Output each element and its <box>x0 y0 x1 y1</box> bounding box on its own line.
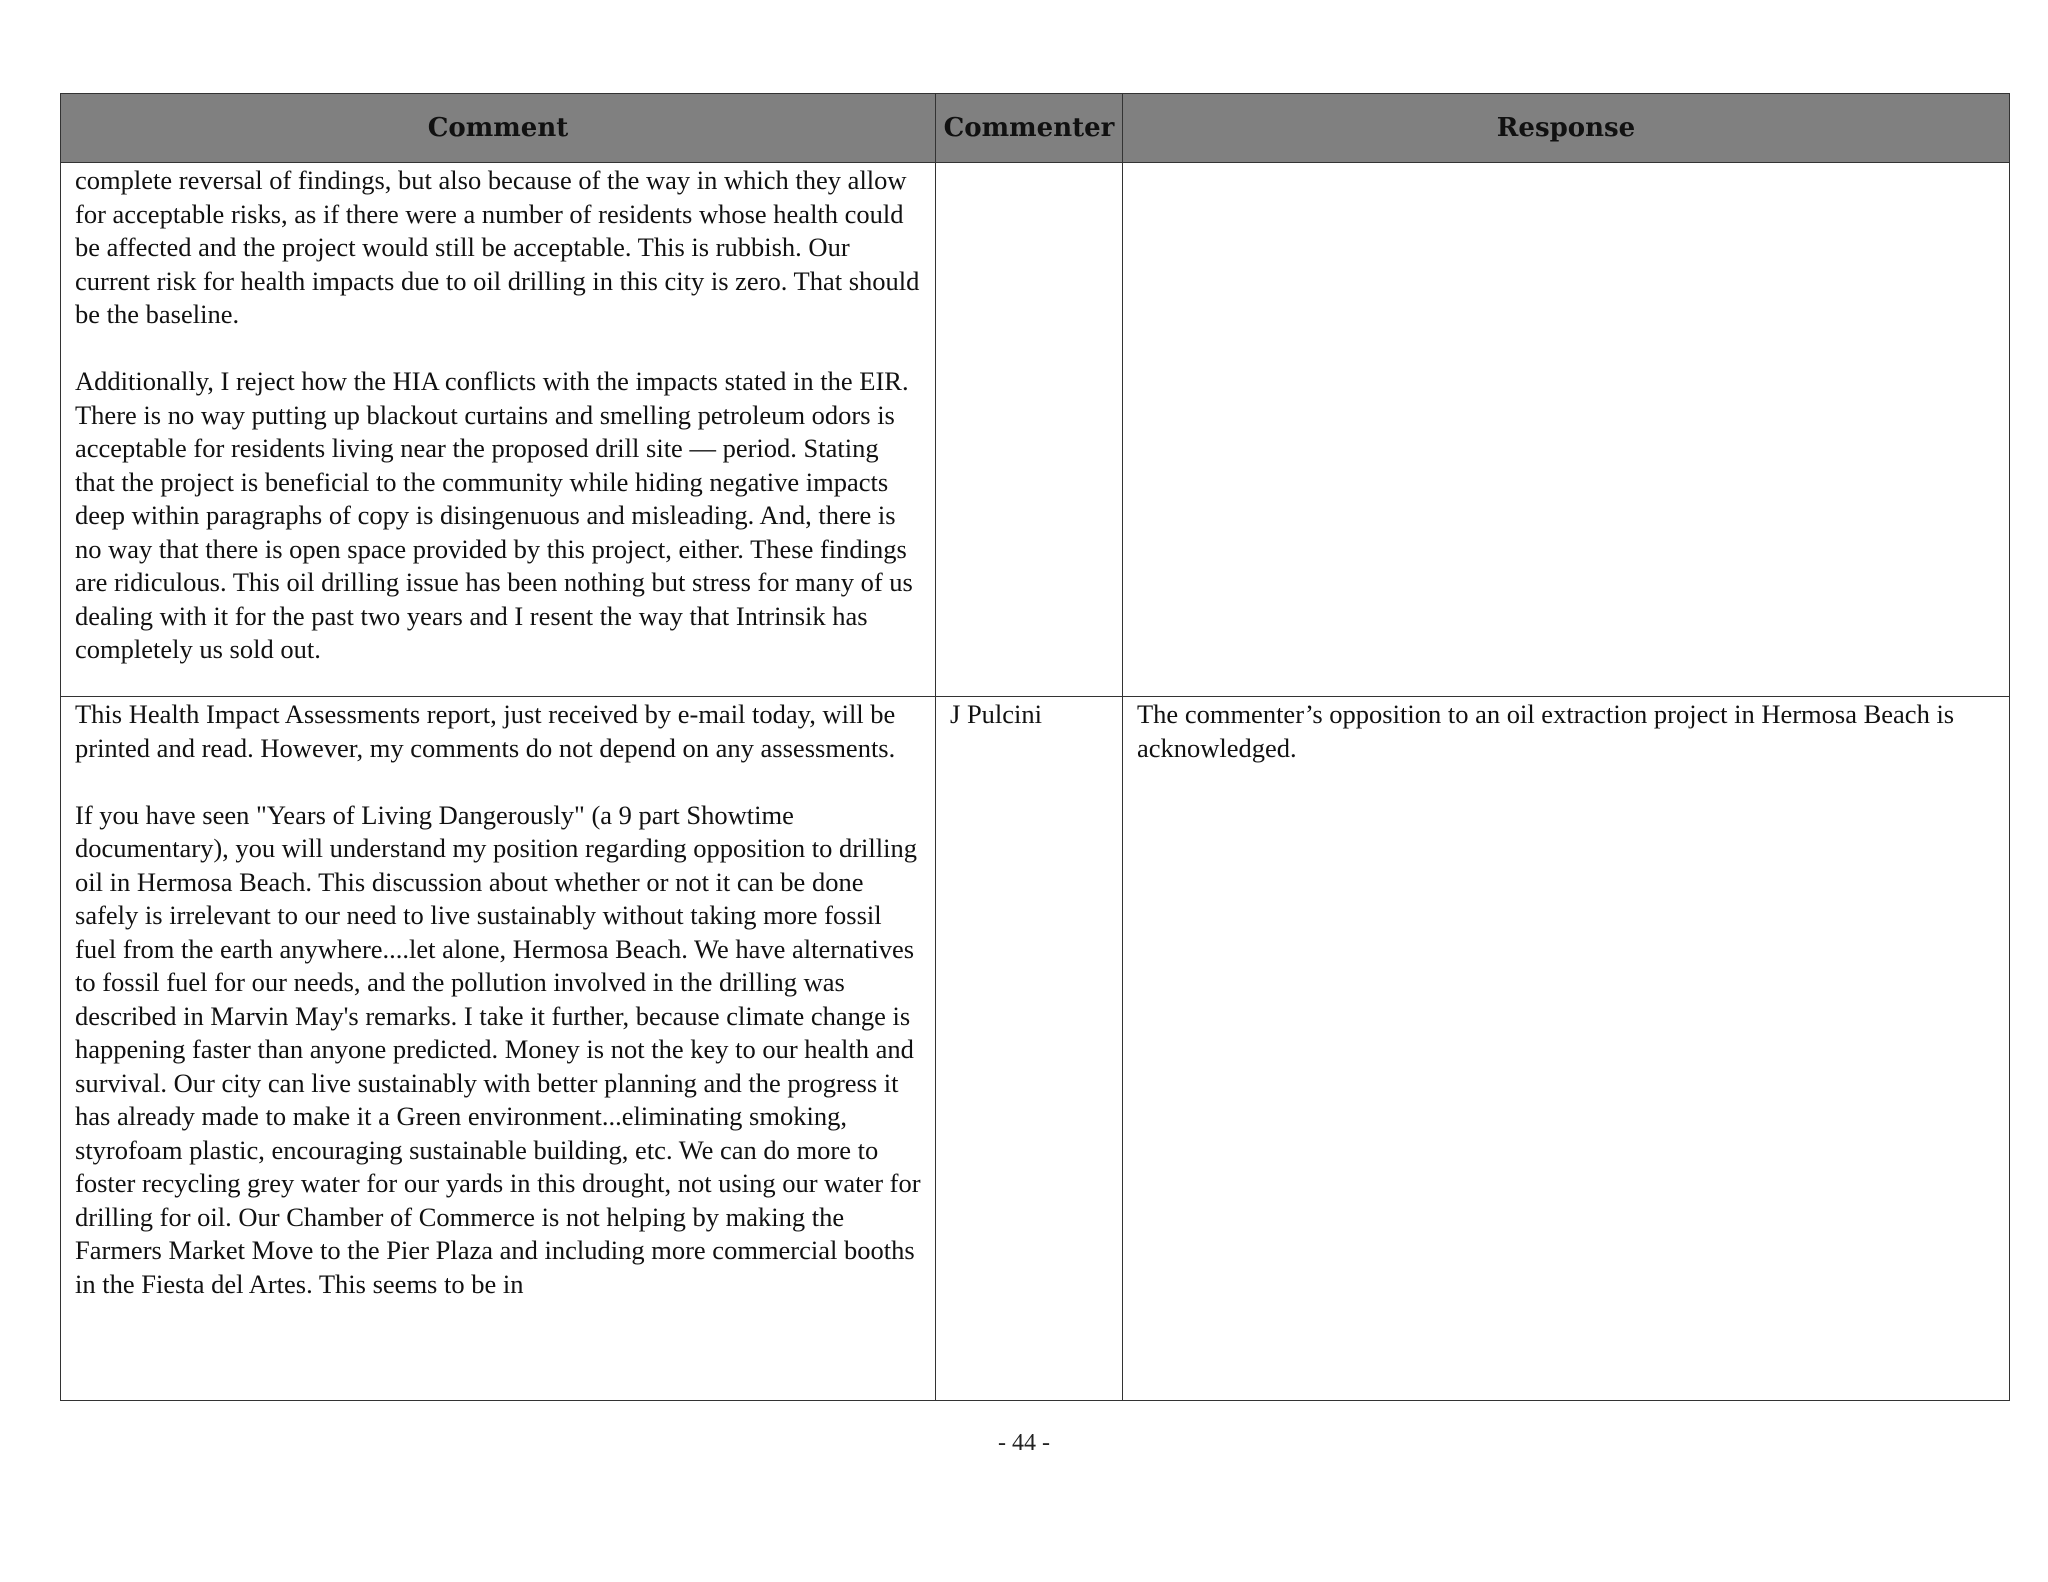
header-commenter: Commenter <box>936 94 1123 163</box>
header-response: Response <box>1123 94 2010 163</box>
comment-cell <box>61 163 936 697</box>
commenter-cell: J Pulcini <box>936 697 1123 1401</box>
response-cell <box>1123 163 2010 697</box>
table-header <box>61 94 2010 163</box>
table-header-row <box>61 94 2010 163</box>
response-cell: The commenter’s opposition to an oil extraction project in Hermosa Beach is acknowledged. <box>1123 697 2010 1401</box>
comment-paragraph: This Health Impact Assessments report, just received by e-mail today, will be printed and read. However, my comments do not depend on any assessments. <box>75 699 896 763</box>
comment-paragraph: If you have seen "Years of Living Dangerously" (a 9 part Showtime documentary), you will understand my position regarding opposition to drilling oil in Hermosa Beach. This discussion about whether or not it can be done safely is irrelevant to our need to live sustainably without taking more fossil fuel from the earth anywhere....let alone, Hermosa Beach. We have alternatives to fossil fuel for our needs, and the pollution involved in the drilling was described in Marvin May's remarks. I take it further, because climate change is happening faster than anyone predicted. Money is not the key to our health and survival. Our city can live sustainably with better planning and the progress it has already made to make it a Green environment...eliminating smoking, styrofoam plastic, encouraging sustainable building, etc. We can do more to foster recycling grey water for our yards in this drought, not using our water for drilling for oil. Our Chamber of Commerce is not helping by making the Farmers Market Move to the Pier Plaza and including more commercial booths in the Fiesta del Artes. This seems to be in <box>75 799 921 1299</box>
comment-cell <box>61 697 936 1401</box>
page-number: - 44 - <box>998 1430 1050 1456</box>
commenter-cell <box>936 163 1123 697</box>
table-row <box>61 697 2010 1401</box>
header-comment: Comment <box>61 94 936 163</box>
comment-response-table <box>60 93 2010 1401</box>
comment-paragraph: Additionally, I reject how the HIA conflicts with the impacts stated in the EIR. There is no way putting up blackout curtains and smelling petroleum odors is acceptable for residents living near the proposed drill site — period. Stating that the project is beneficial to the community while hiding negative impacts deep within paragraphs of copy is disingenuous and misleading. And, there is no way that there is open space provided by this project, either. These findings are ridiculous. This oil drilling issue has been nothing but stress for many of us dealing with it for the past two years and I resent the way that Intrinsik has completely us sold out. <box>75 366 913 664</box>
comment-paragraph: complete reversal of findings, but also because of the way in which they allow for acceptable risks, as if there were a number of residents whose health could be affected and the project would still be acceptable. This is rubbish. Our current risk for health impacts due to oil drilling in this city is zero. That should be the baseline. <box>75 165 920 329</box>
table-row <box>61 163 2010 697</box>
